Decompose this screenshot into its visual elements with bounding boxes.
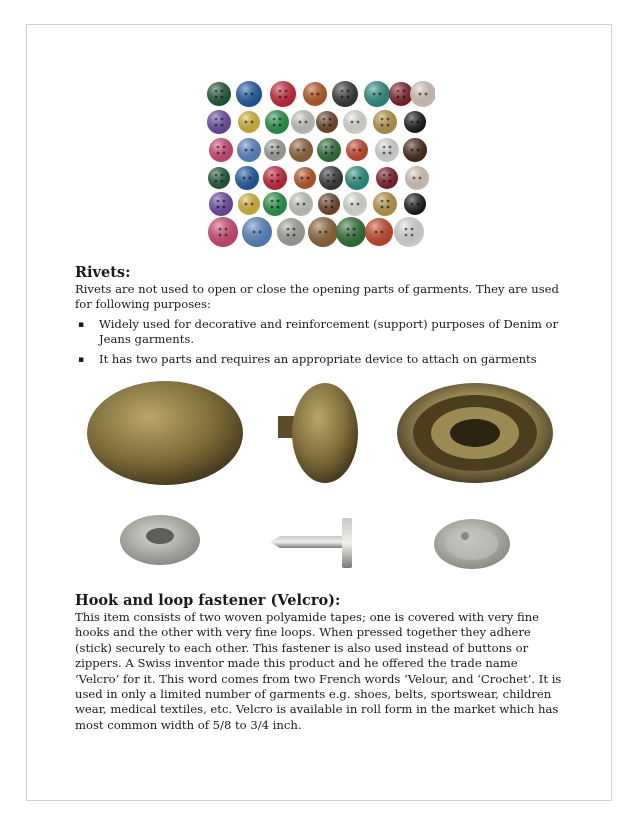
button-picture <box>270 81 296 107</box>
button-picture <box>308 217 338 247</box>
button-picture <box>343 110 367 134</box>
button-picture <box>345 166 369 190</box>
button-picture <box>346 139 368 161</box>
button-picture <box>208 167 230 189</box>
button-picture <box>207 82 231 106</box>
velcro-section <box>75 592 565 733</box>
button-picture <box>404 193 426 215</box>
list-item: ▪ It has two parts and requires an appropriate device to attach on garments <box>75 352 565 367</box>
rivet-ring-top <box>397 383 553 483</box>
button-picture <box>403 138 427 162</box>
rivet-dome-top <box>87 381 243 485</box>
button-picture <box>263 166 287 190</box>
button-picture <box>332 81 358 107</box>
buttons-collage-image <box>205 80 435 252</box>
rivet-cap-back <box>434 519 510 569</box>
rivet-washer <box>120 515 200 565</box>
button-picture <box>294 167 316 189</box>
button-picture <box>235 166 259 190</box>
button-picture <box>405 166 429 190</box>
button-picture <box>209 138 233 162</box>
velcro-heading: Hook and loop fastener (Velcro): <box>75 592 341 609</box>
button-picture <box>389 82 413 106</box>
button-picture <box>238 111 260 133</box>
rivets-section <box>75 264 565 371</box>
rivets-intro: Rivets are not used to open or close the opening parts of garments. They are used for following purposes: <box>75 282 559 312</box>
rivets-bullet-list <box>75 317 565 367</box>
button-picture <box>376 167 398 189</box>
button-picture <box>265 110 289 134</box>
button-picture <box>242 217 272 247</box>
button-picture <box>207 110 231 134</box>
button-picture <box>394 217 424 247</box>
button-picture <box>263 192 287 216</box>
button-picture <box>410 81 435 107</box>
button-picture <box>289 192 313 216</box>
button-picture <box>365 218 393 246</box>
button-picture <box>364 81 390 107</box>
rivet-pin <box>270 518 352 568</box>
button-picture <box>318 193 340 215</box>
button-picture <box>289 138 313 162</box>
button-picture <box>343 192 367 216</box>
rivets-image <box>80 376 560 576</box>
button-picture <box>375 138 399 162</box>
bullet-icon: ▪ <box>78 319 85 330</box>
button-picture <box>264 139 286 161</box>
button-picture <box>317 138 341 162</box>
button-picture <box>303 82 327 106</box>
button-picture <box>336 217 366 247</box>
list-item: ▪ Widely used for decorative and reinforcement (support) purposes of Denim or Jeans garments. <box>78 316 559 347</box>
button-picture <box>236 81 262 107</box>
button-picture <box>373 192 397 216</box>
velcro-body: This item consists of two woven polyamide tapes; one is covered with very fine hooks and the other with very fine loops. When pressed together they adhere (stick) securely to each other. This fastener is also used instead of buttons or zippers. A Swiss inventor made this product and he offered the trade name ‘Velcro’ for it. This word comes from two French words ‘Velour, and ‘Crochet’. It is used in only a limited number of garments e.g. shoes, belts, sportswear, children wear, medical textiles, etc. Velcro is available in roll form in the market which has most common width of 5/8 to 3/4 inch. <box>75 610 562 732</box>
button-picture <box>319 166 343 190</box>
button-picture <box>208 217 238 247</box>
button-picture <box>404 111 426 133</box>
rivet-side-view <box>278 383 358 483</box>
button-picture <box>316 111 338 133</box>
button-picture <box>291 110 315 134</box>
button-picture <box>238 193 260 215</box>
button-picture <box>209 192 233 216</box>
button-picture <box>373 110 397 134</box>
bullet-icon: ▪ <box>78 354 85 365</box>
button-picture <box>237 138 261 162</box>
rivets-heading: Rivets: <box>75 264 131 281</box>
button-picture <box>277 218 305 246</box>
